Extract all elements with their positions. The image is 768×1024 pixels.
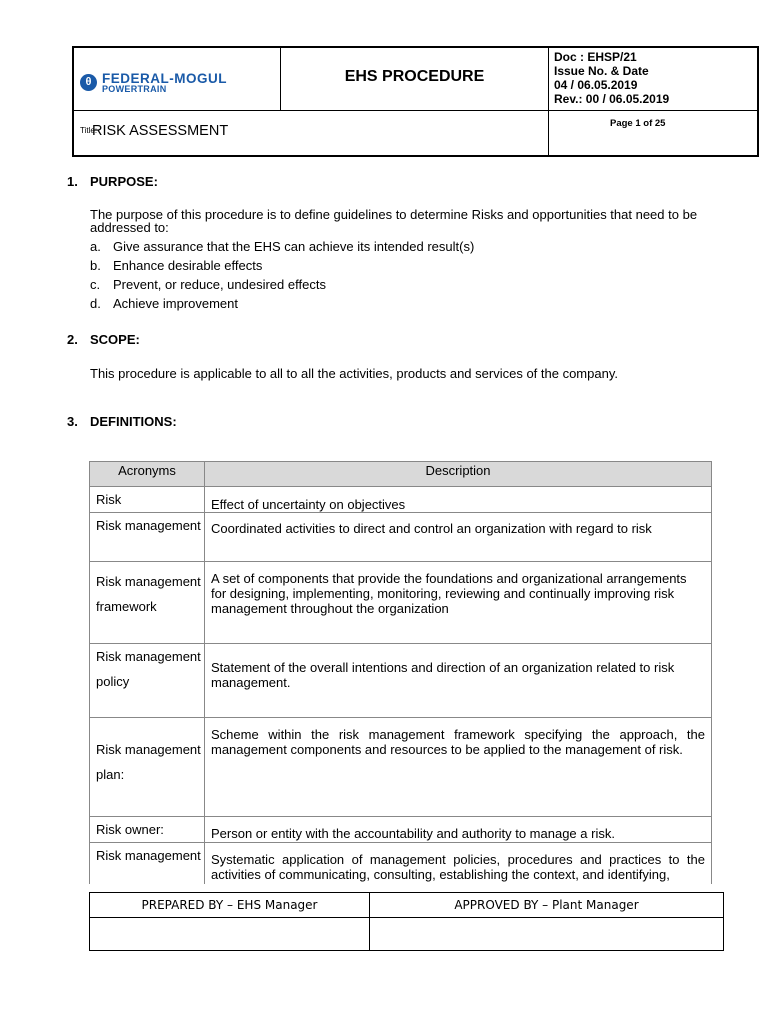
table-row: [90, 562, 712, 644]
prepared-by-signature: [90, 918, 370, 951]
term-cell: Risk management: [90, 513, 205, 562]
term-cell: Risk owner:: [90, 817, 205, 843]
table-row: [90, 644, 712, 718]
page-number: Page 1 of 25: [610, 118, 666, 129]
column-header: Acronyms: [90, 462, 205, 487]
term-cell: Risk management: [90, 843, 205, 885]
table-row: [90, 513, 712, 562]
term-cell: Risk management framework: [90, 562, 205, 644]
description-cell: Systematic application of management policies, procedures and practices to the activities of communicating, consulting, establishing the context, and identifying,: [205, 843, 712, 885]
description-cell: Coordinated activities to direct and control an organization with regard to risk: [205, 513, 712, 562]
table-row: [90, 843, 712, 885]
approved-by-signature: [370, 918, 724, 951]
column-header: Description: [205, 462, 712, 487]
revision: Rev.: 00 / 06.05.2019: [554, 92, 670, 106]
purpose-intro: The purpose of this procedure is to define guidelines to determine Risks and opportunities that need to be addressed to:: [90, 207, 698, 235]
approval-footer: [89, 892, 724, 951]
issue-value: 04 / 06.05.2019: [554, 78, 638, 92]
table-row: [90, 487, 712, 513]
page-body: 1. PURPOSE: The purpose of this procedure is to define guidelines to determine Risks and opportunities that need to be addressed to: a. Give assurance that the EHS can achieve its intended result(s) b. Enhance desirable effects c. Prevent, or reduce, undesired effects d. Achieve improvement 2. SCOPE: This procedure is applicable to all to all the activities, products and services of the company. 3. DEFINITIONS: Acronyms Description Risk Effect of uncertainty on objectives Risk management Coordinated activities to direct and control an organization with regard to risk Risk management framework A set of components that provide the foundations and organizational arrangements for designing, implementing, monitoring, reviewing and continually improving risk management throughout the organization Risk management policy Statement of the overall intentions and direction of an organization related to risk management. Risk management plan: Scheme within the risk management framework specifying the approach, the management components and resources to be applied to the management of risk. Risk owner: Person or entity with the accountability and authority to manage a risk. Risk management Systematic application of management policies, procedures and practices to the activities of communicating, consulting, establishing the context, and identifying,: [0, 0, 768, 884]
title-label: Title:: [80, 126, 98, 135]
document-title: RISK ASSESSMENT: [92, 123, 229, 139]
procedure-title: EHS PROCEDURE: [344, 68, 485, 85]
prepared-by-label: PREPARED BY – EHS Manager: [90, 893, 370, 918]
description-cell: Scheme within the risk management framework specifying the approach, the management components and resources to be applied to the management of risk.: [205, 718, 712, 817]
definitions-table: [89, 461, 712, 884]
doc-number: Doc : EHSP/21: [554, 50, 637, 64]
scope-text: This procedure is applicable to all to all the activities, products and services of the company.: [90, 366, 618, 381]
term-cell: Risk management policy: [90, 644, 205, 718]
term-cell: Risk management plan:: [90, 718, 205, 817]
description-cell: A set of components that provide the foundations and organizational arrangements for designing, implementing, monitoring, reviewing and continually improving risk management throughout the organization: [205, 562, 712, 644]
approved-by-label: APPROVED BY – Plant Manager: [370, 893, 724, 918]
table-row: [90, 817, 712, 843]
logo-mark-icon: θ: [80, 74, 97, 91]
description-cell: Person or entity with the accountability and authority to manage a risk.: [205, 817, 712, 843]
logo-name: FEDERAL-MOGUL: [102, 71, 227, 86]
logo-subtitle: POWERTRAIN: [102, 84, 167, 94]
issue-label: Issue No. & Date: [554, 64, 649, 78]
description-cell: Statement of the overall intentions and direction of an organization related to risk management.: [205, 644, 712, 718]
table-row: [90, 718, 712, 817]
term-cell: Risk: [90, 487, 205, 513]
description-cell: Effect of uncertainty on objectives: [205, 487, 712, 513]
